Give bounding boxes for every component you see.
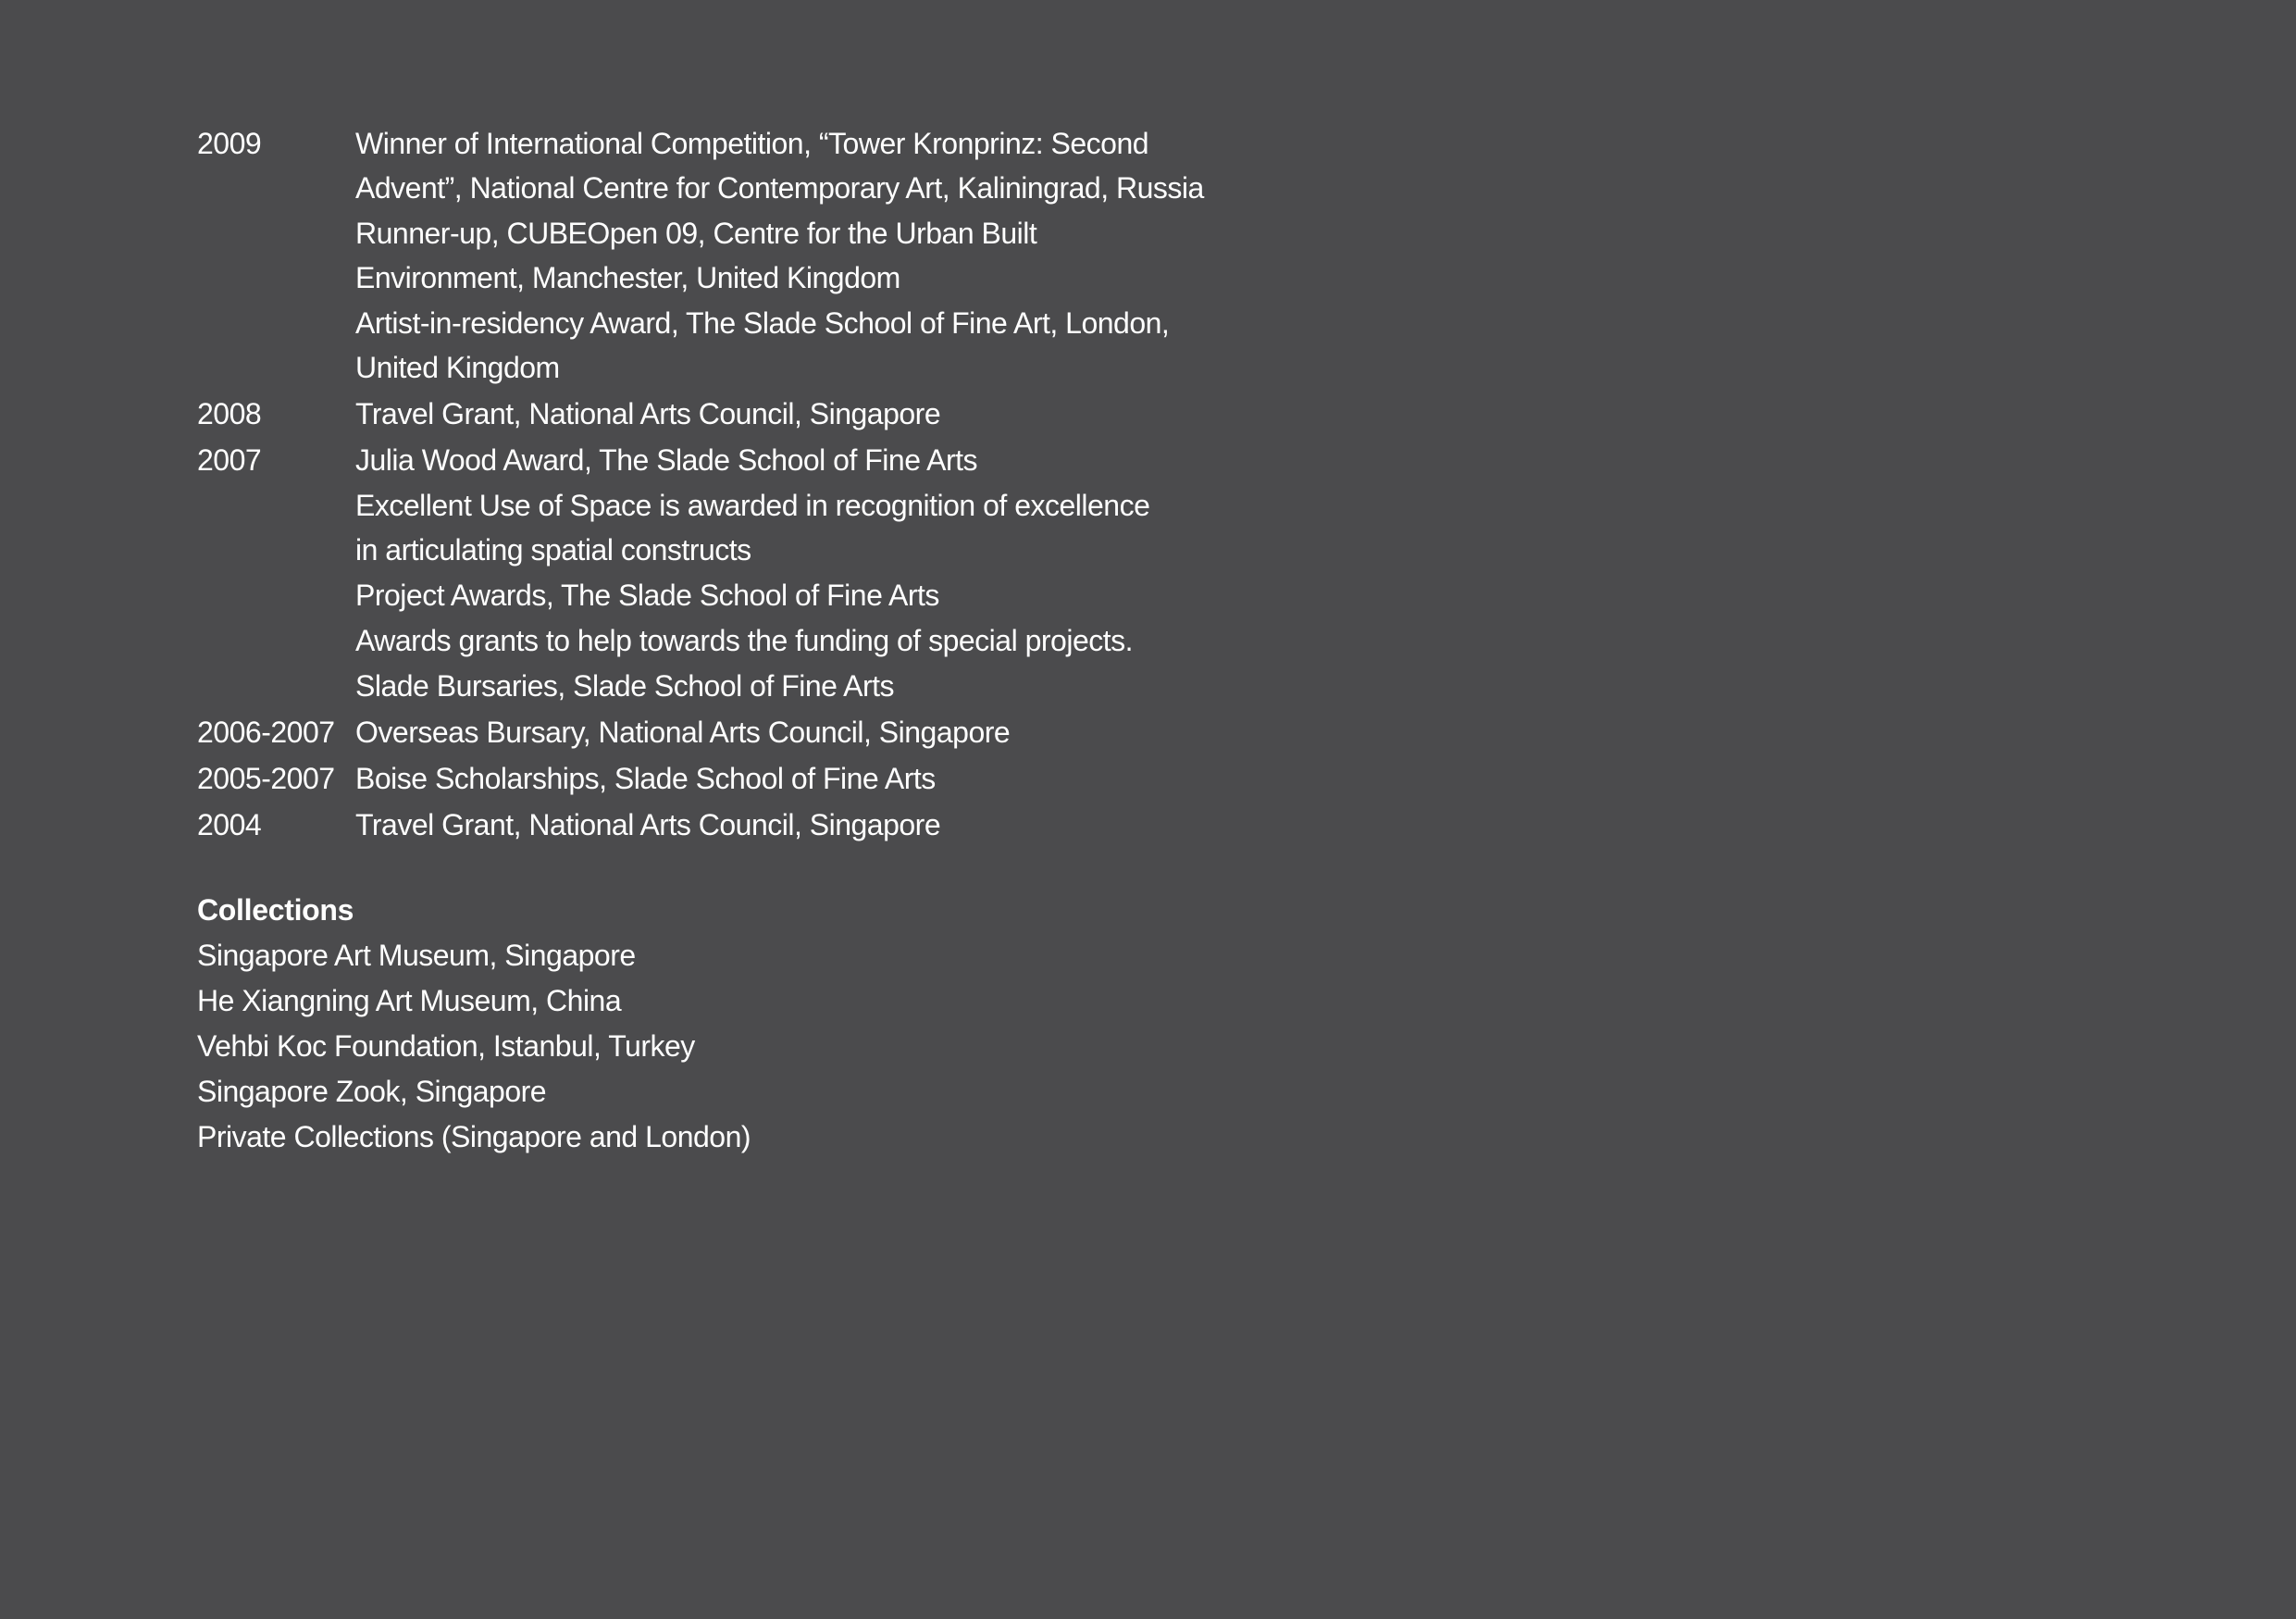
- award-entry: [355, 664, 1308, 708]
- award-year: 2005-2007: [197, 762, 335, 795]
- award-entries: [355, 710, 1308, 755]
- award-entry: [355, 573, 1308, 617]
- award-entries: [355, 121, 1308, 391]
- award-entry-line: Awards grants to help towards the funding of special projects.: [355, 624, 1134, 657]
- award-entry: [355, 392, 1308, 436]
- award-entry: [355, 756, 1308, 801]
- award-entries: [355, 392, 1308, 437]
- award-entry-line: in articulating spatial constructs: [355, 533, 751, 567]
- award-entry-line: Travel Grant, National Arts Council, Singapore: [355, 397, 941, 430]
- award-row: [197, 803, 1308, 848]
- award-entry-line: Excellent Use of Space is awarded in recognition of excellence: [355, 489, 1150, 522]
- award-entry-line: Slade Bursaries, Slade School of Fine Arts: [355, 669, 894, 703]
- award-row: [197, 438, 1308, 709]
- award-row: [197, 392, 1308, 437]
- award-year: 2006-2007: [197, 716, 335, 749]
- award-entry-line: Environment, Manchester, United Kingdom: [355, 261, 900, 294]
- award-row: [197, 121, 1308, 391]
- collections-heading: Collections: [197, 893, 354, 927]
- award-entry: [355, 618, 1308, 663]
- award-entries: [355, 756, 1308, 802]
- award-entry-line: United Kingdom: [355, 351, 560, 384]
- award-entry-line: Runner-up, CUBEOpen 09, Centre for the Urban Built: [355, 217, 1037, 250]
- award-entry: [355, 710, 1308, 754]
- award-entries: [355, 438, 1308, 709]
- award-entry-line: Advent”, National Centre for Contemporary Art, Kaliningrad, Russia: [355, 171, 1204, 205]
- award-entry: [355, 483, 1308, 572]
- award-entry: [355, 803, 1308, 847]
- award-row: [197, 756, 1308, 802]
- collections-list: [197, 933, 751, 1159]
- award-entries: [355, 803, 1308, 848]
- award-entry-line: Travel Grant, National Arts Council, Singapore: [355, 808, 941, 841]
- award-year: 2009: [197, 127, 262, 160]
- award-year: 2007: [197, 443, 262, 477]
- collection-item: He Xiangning Art Museum, China: [197, 984, 622, 1017]
- award-entry-line: Overseas Bursary, National Arts Council, Singapore: [355, 716, 1011, 749]
- award-entry-line: Project Awards, The Slade School of Fine Arts: [355, 579, 939, 612]
- award-entry-line: Winner of International Competition, “Tower Kronprinz: Second: [355, 127, 1149, 160]
- collections-section: [197, 888, 751, 1160]
- award-entry: [355, 438, 1308, 482]
- award-entry: [355, 301, 1308, 390]
- award-year: 2008: [197, 397, 262, 430]
- collection-item: Singapore Art Museum, Singapore: [197, 939, 636, 972]
- award-entry-line: Boise Scholarships, Slade School of Fine Arts: [355, 762, 936, 795]
- award-entry-line: Julia Wood Award, The Slade School of Fine Arts: [355, 443, 978, 477]
- award-row: [197, 710, 1308, 755]
- collection-item: Vehbi Koc Foundation, Istanbul, Turkey: [197, 1029, 695, 1063]
- award-entry-line: Artist-in-residency Award, The Slade School of Fine Art, London,: [355, 306, 1170, 340]
- award-year: 2004: [197, 808, 262, 841]
- award-entry: [355, 121, 1308, 210]
- collection-item: Private Collections (Singapore and London): [197, 1120, 751, 1153]
- award-entry: [355, 211, 1308, 300]
- awards-list: [197, 121, 1308, 849]
- collection-item: Singapore Zook, Singapore: [197, 1075, 547, 1108]
